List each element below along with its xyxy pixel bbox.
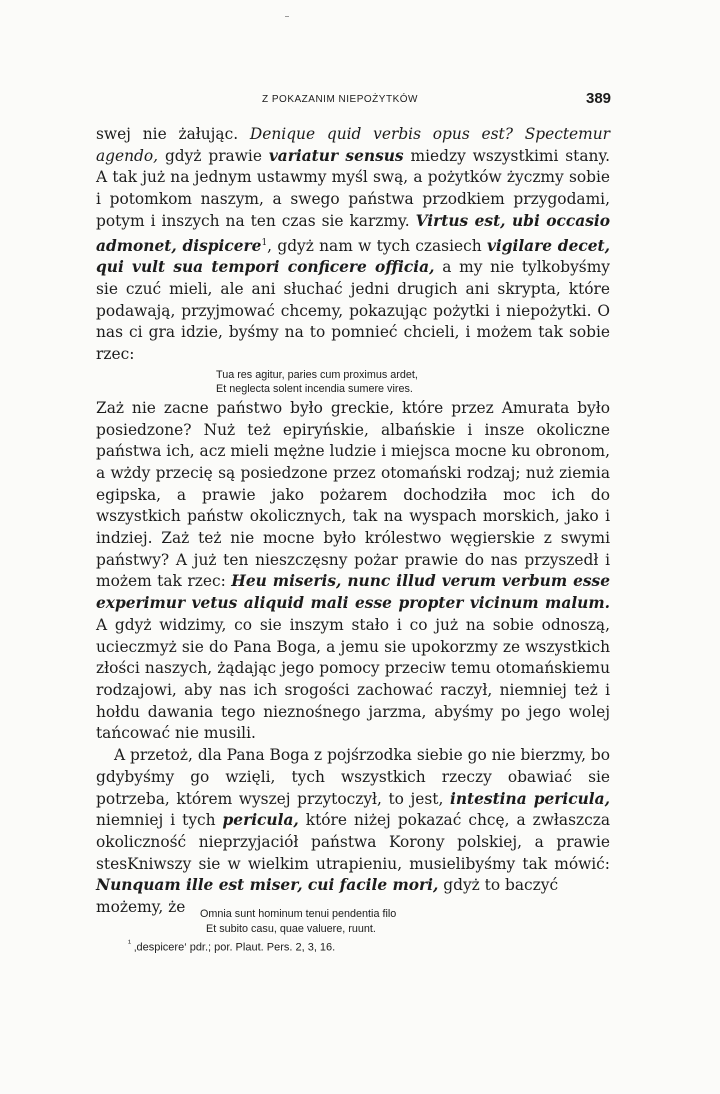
- text-run: gdyż to baczyć: [438, 876, 559, 895]
- paragraph-2: [96, 398, 610, 745]
- paragraph-3: [96, 745, 610, 897]
- paragraph-1: [96, 124, 610, 366]
- body-text: [96, 124, 610, 941]
- text-run: niemniej i tych: [96, 811, 223, 830]
- verse-line: Et subito casu, quae valuere, ruunt.: [206, 923, 376, 936]
- text-run: gdyż prawie: [158, 146, 269, 165]
- text-run: a my nie tylkobyśmy sie czuć mieli, ale ani słuchać jedni drugich ani skrypta, które podawają, przyjmować chcemy, pokazując pożytki i niepożytki. O nas ci gra idzie, byśmy na to pomnieć chcieli, i możem tak sobie rzec:: [96, 258, 610, 364]
- footnote: [128, 938, 335, 954]
- latin-quote: Nunquam ille est miser, cui facile mori,: [96, 876, 439, 895]
- verse-quote-2: [200, 907, 396, 937]
- text-run: A gdyż widzimy, co sie inszym stało i co już na sobie odnoszą, ucieczmyż sie do Pana Boga, a jemu sie upokorzmy ze wszystkich złości naszych, żądając jego pomocy przeciw temu otomańskiemu rodzajowi, aby nas ich srogości zachować raczył, niemniej też i hołdu dawania tego nieznośnego jarzma, abyśmy po jego wolej tańcować nie musili.: [96, 615, 610, 743]
- text-run: swej nie żałując.: [96, 125, 250, 143]
- latin-quote: Heu miseris, nunc illud verum verbum esse experimur vetus aliquid mali esse propter vicinum malum.: [96, 572, 610, 613]
- text-run: miedzy wszystkimi stany. A tak już na jednym ustawmy myśl swą, a pożytków życzmy sobie i potomkom naszym, a swego państwa przodkiem przygodami, potym i inszych na ten czas sie karzmy.: [96, 146, 610, 230]
- verse-quote-2-wrap: [96, 897, 610, 941]
- scan-mark: [285, 16, 289, 17]
- running-title: Z POKAZANIM NIEPOŻYTKÓW: [262, 94, 418, 105]
- verse-line: Omnia sunt hominum tenui pendentia filo: [200, 908, 397, 921]
- latin-quote: pericula,: [222, 811, 299, 830]
- page-number: 389: [586, 90, 612, 107]
- footnote-ref: 1: [261, 237, 268, 248]
- text-run: A przetoż, dla Pana Boga z pojśrzodka siebie go nie bierzmy, bo gdybyśmy go wzięli, tych wszystkich rzeczy obawiać sie potrzeba, którem wyszej przytoczył, to jest,: [96, 746, 610, 808]
- text-run: Zaż nie zacne państwo było greckie, które przez Amurata było posiedzone? Nuż też epiryńskie, albańskie i insze okoliczne państwa ich, acz mieli mężne ludzie i miejsca mocne ku obronom, a wżdy przecię są posiedzone przez otomański rodzaj; nuż ziemia egipska, a prawie jako pożarem dochodziła moc ich do wszystkich państw okolicznych, tak na wyspach morskich, jako i indziej. Zaż też nie mocne było królestwo węgierskie z swymi państwy? A już ten nieszczęsny pożar prawie do nas przyszedł i możem tak rzec:: [96, 398, 610, 591]
- latin-quote: Denique quid verbis opus est? Spectemur agendo,: [96, 125, 611, 165]
- text-run: które niżej pokazać chcę, a zwłaszcza okoliczność nieprzyjaciół państwa Korony polskiej, a prawie stesKniwszy sie w wielkim utrapieniu, musielibyśmy tak mówić:: [96, 811, 610, 873]
- footnote-mark: ¹: [128, 938, 131, 948]
- latin-quote: intestina pericula,: [449, 789, 610, 808]
- verse-quote-1: [216, 368, 610, 396]
- latin-quote: Virtus est, ubi occasio admonet, dispicere: [96, 211, 610, 255]
- latin-quote: vigilare decet, qui vult sua tempori conficere officia,: [96, 236, 610, 277]
- text-run: , gdyż nam w tych czasiech: [267, 236, 487, 255]
- verse-line: Tua res agitur, paries cum proximus ardet,: [216, 368, 418, 381]
- text-run: możemy, że: [96, 898, 186, 917]
- latin-quote: variatur sensus: [268, 146, 404, 165]
- footnote-text: ‚despicere‘ pdr.; por. Plaut. Pers. 2, 3, 16.: [131, 941, 336, 954]
- verse-line: Et neglecta solent incendia sumere vires.: [216, 382, 413, 395]
- running-head: [0, 92, 720, 112]
